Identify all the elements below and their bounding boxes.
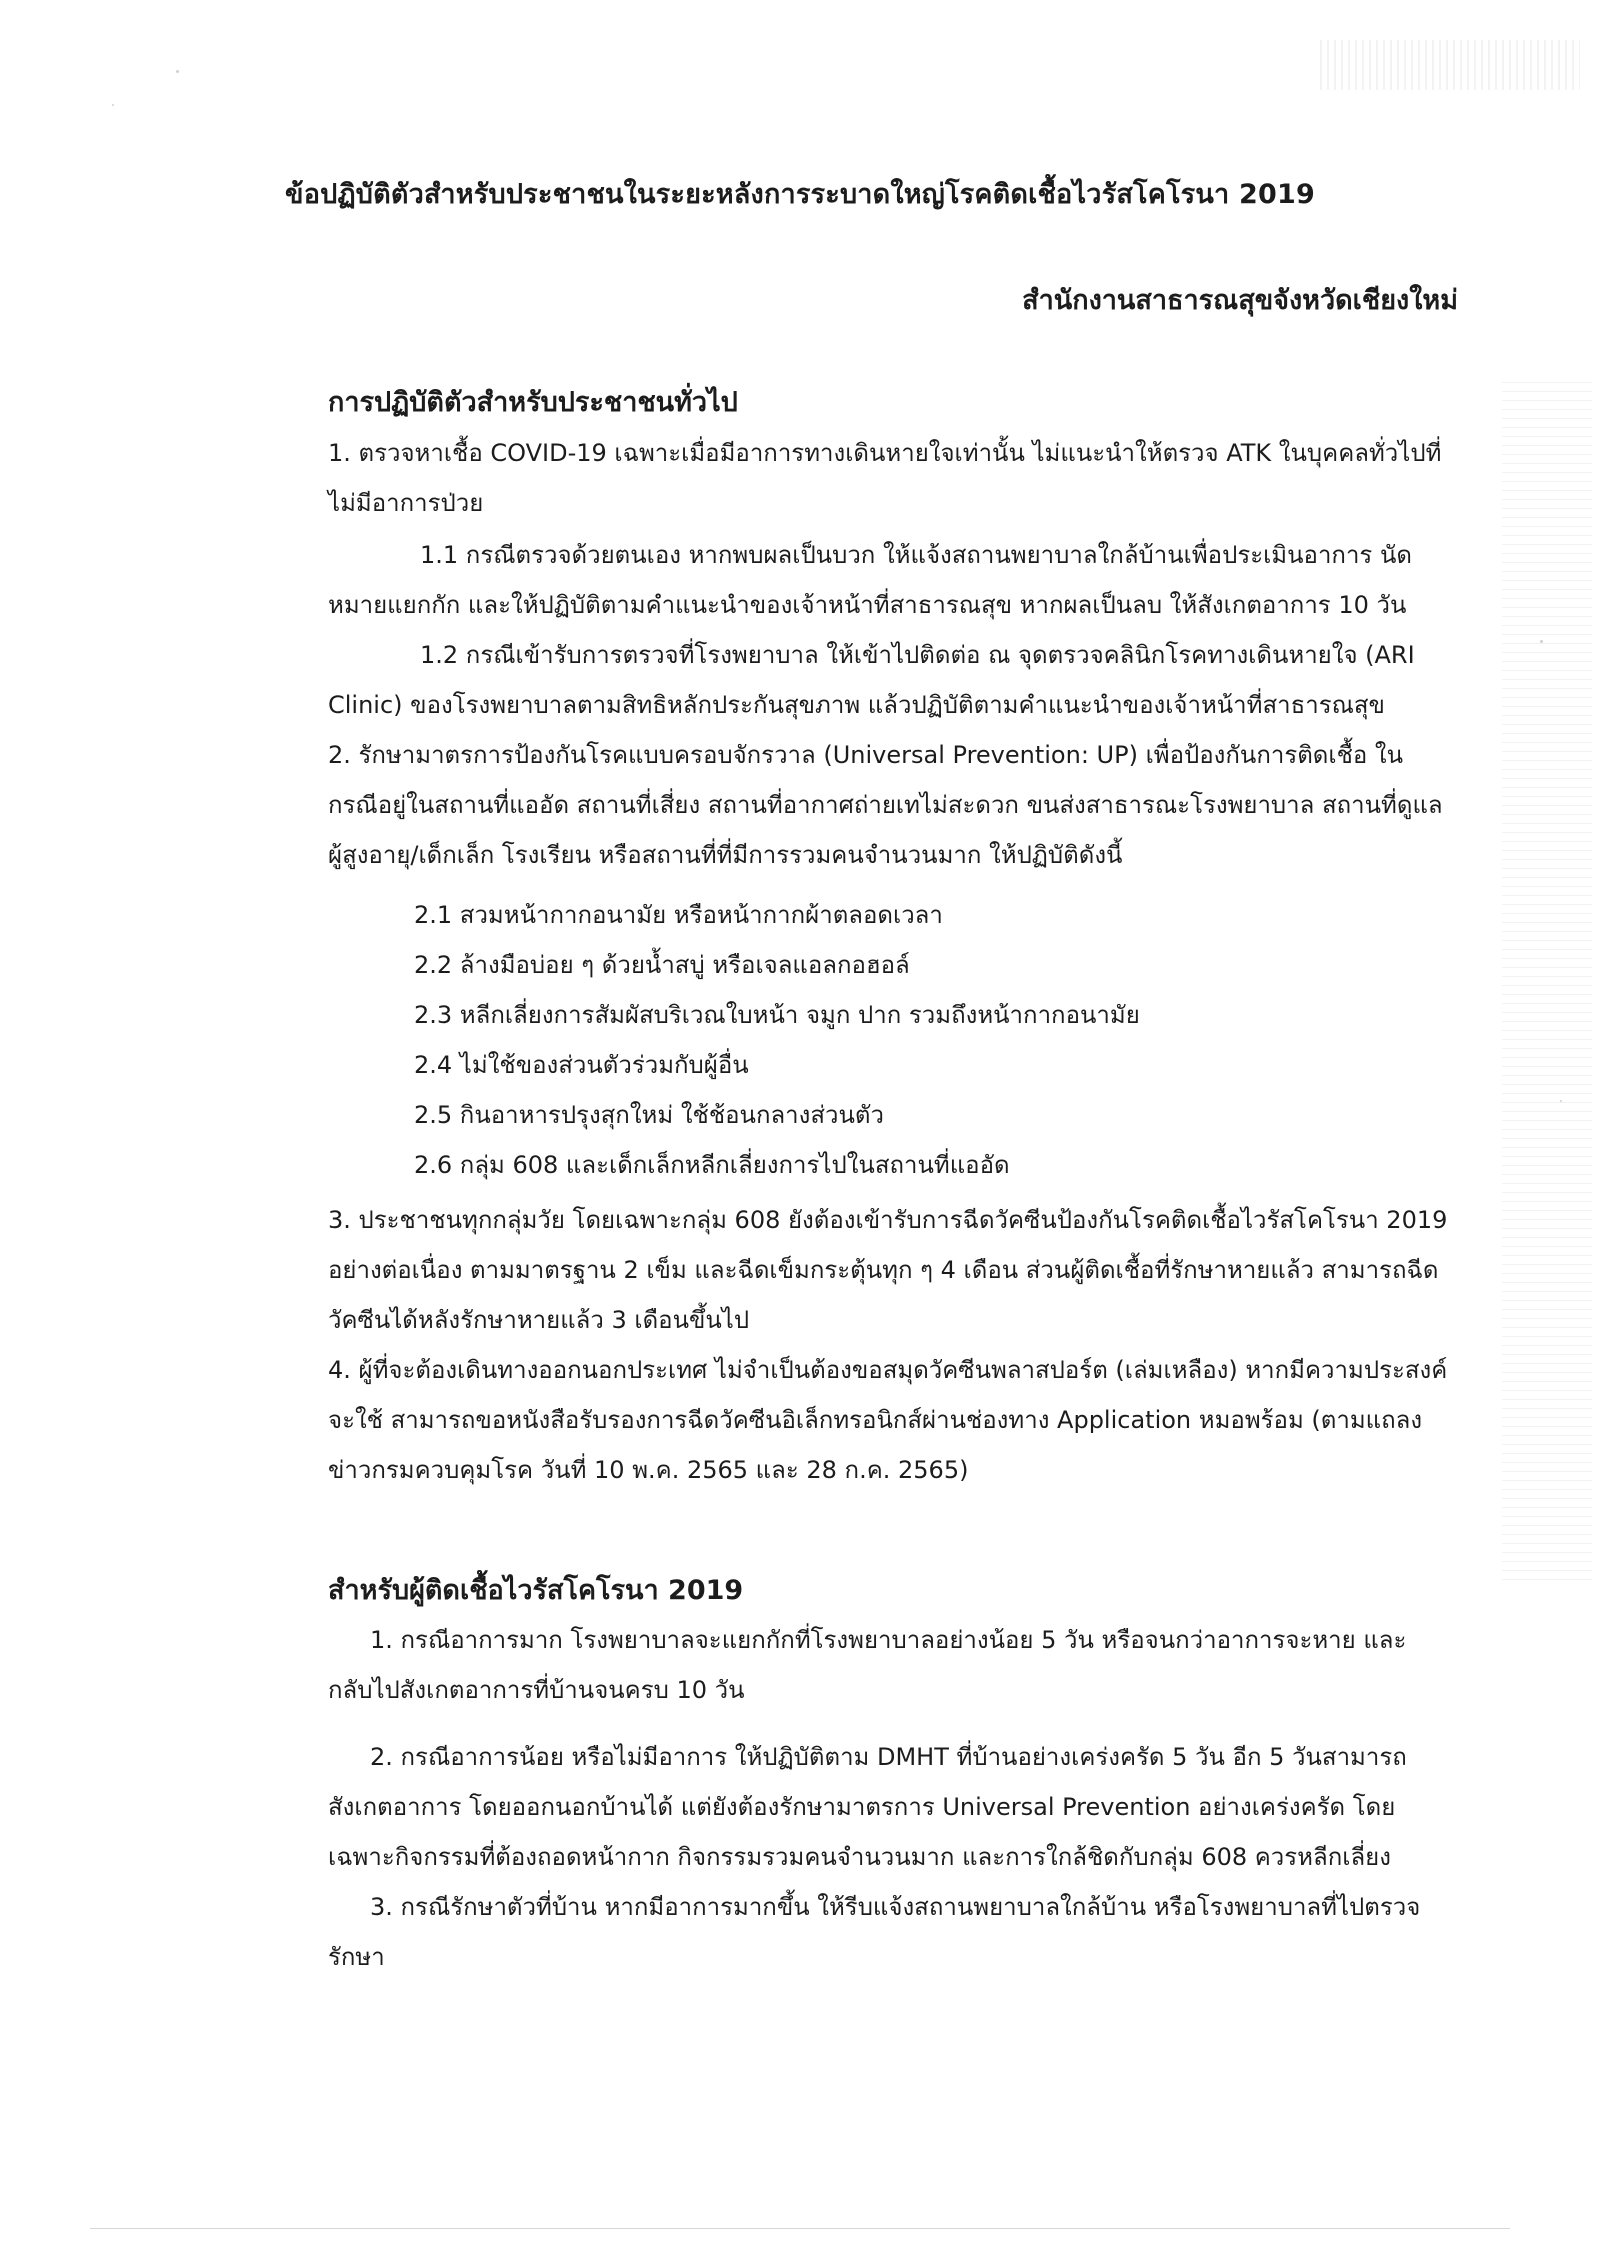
general-item-1: 1. ตรวจหาเชื้อ COVID-19 เฉพาะเมื่อมีอาการทางเดินหายใจเท่านั้น ไม่แนะนำให้ตรวจ ATK ในบุคคลทั่วไปที่ไม่มีอาการป่วย: [328, 439, 1442, 517]
general-item-2-3: 2.3 หลีกเลี่ยงการสัมผัสบริเวณใบหน้า จมูก ปาก รวมถึงหน้ากากอนามัย: [414, 1001, 1140, 1029]
general-item-1-1: 1.1 กรณีตรวจด้วยตนเอง หากพบผลเป็นบวก ให้แจ้งสถานพยาบาลใกล้บ้านเพื่อประเมินอาการ นัดหมายแยกกัก และให้ปฏิบัติตามคำแนะนำของเจ้าหน้าที่สาธารณสุข หากผลเป็นลบ ให้สังเกตอาการ 10 วัน: [328, 541, 1412, 619]
scan-speck: [176, 70, 179, 73]
general-item-2-6: 2.6 กลุ่ม 608 และเด็กเล็กหลีกเลี่ยงการไปในสถานที่แออัด: [414, 1151, 1010, 1179]
general-item-2-1: 2.1 สวมหน้ากากอนามัย หรือหน้ากากผ้าตลอดเวลา: [414, 901, 943, 929]
general-item-2: 2. รักษามาตรการป้องกันโรคแบบครอบจักรวาล (Universal Prevention: UP) เพื่อป้องกันการติดเชื้อ ในกรณีอยู่ในสถานที่แออัด สถานที่เสี่ยง สถานที่อากาศถ่ายเทไม่สะดวก ขนส่งสาธารณะโรงพยาบาล สถานที่ดูแลผู้สูงอายุ/เด็กเล็ก โรงเรียน หรือสถานที่ที่มีการรวมคนจำนวนมาก ให้ปฏิบัติดังนี้: [328, 741, 1443, 869]
general-item-2-5: 2.5 กินอาหารปรุงสุกใหม่ ใช้ช้อนกลางส่วนตัว: [414, 1101, 884, 1129]
scan-noise: [1320, 40, 1580, 90]
issuer-name: สำนักงานสาธารณสุขจังหวัดเชียงใหม่: [1022, 285, 1458, 316]
general-item-3: 3. ประชาชนทุกกลุ่มวัย โดยเฉพาะกลุ่ม 608 ยังต้องเข้ารับการฉีดวัคซีนป้องกันโรคติดเชื้อไวรัสโคโรนา 2019 อย่างต่อเนื่อง ตามมาตรฐาน 2 เข็ม และฉีดเข็มกระตุ้นทุก ๆ 4 เดือน ส่วนผู้ติดเชื้อที่รักษาหายแล้ว สามารถฉีดวัคซีนได้หลังรักษาหายแล้ว 3 เดือนขึ้นไป: [328, 1206, 1448, 1334]
infected-item-2: 2. กรณีอาการน้อย หรือไม่มีอาการ ให้ปฏิบัติตาม DMHT ที่บ้านอย่างเคร่งครัด 5 วัน อีก 5 วันสามารถสังเกตอาการ โดยออกนอกบ้านได้ แต่ยังต้องรักษามาตรการ Universal Prevention อย่างเคร่งครัด โดยเฉพาะกิจกรรมที่ต้องถอดหน้ากาก กิจกรรมรวมคนจำนวนมาก และการใกล้ชิดกับกลุ่ม 608 ควรหลีกเลี่ยง: [328, 1743, 1407, 1871]
scan-speck: [1560, 1100, 1562, 1102]
scan-edge-noise: [1502, 380, 1592, 1580]
scan-speck: [1540, 640, 1543, 643]
scan-speck: [112, 104, 114, 106]
infected-item-1: 1. กรณีอาการมาก โรงพยาบาลจะแยกกักที่โรงพยาบาลอย่างน้อย 5 วัน หรือจนกว่าอาการจะหาย และกลับไปสังเกตอาการที่บ้านจนครบ 10 วัน: [328, 1626, 1407, 1704]
general-item-2-4: 2.4 ไม่ใช้ของส่วนตัวร่วมกับผู้อื่น: [414, 1051, 749, 1079]
general-item-2-2: 2.2 ล้างมือบ่อย ๆ ด้วยน้ำสบู่ หรือเจลแอลกอฮอล์: [414, 951, 910, 979]
general-item-4: 4. ผู้ที่จะต้องเดินทางออกนอกประเทศ ไม่จำเป็นต้องขอสมุดวัคซีนพลาสปอร์ต (เล่มเหลือง) หากมีความประสงค์จะใช้ สามารถขอหนังสือรับรองการฉีดวัคซีนอิเล็กทรอนิกส์ผ่านช่องทาง Application หมอพร้อม (ตามแถลงข่าวกรมควบคุมโรค วันที่ 10 พ.ค. 2565 และ 28 ก.ค. 2565): [328, 1356, 1448, 1484]
document-title: ข้อปฏิบัติตัวสำหรับประชาชนในระยะหลังการระบาดใหญ่โรคติดเชื้อไวรัสโคโรนา 2019: [285, 179, 1315, 210]
infected-heading: สำหรับผู้ติดเชื้อไวรัสโคโรนา 2019: [328, 1575, 744, 1606]
scan-bottom-line: [90, 2228, 1510, 2229]
infected-item-3: 3. กรณีรักษาตัวที่บ้าน หากมีอาการมากขึ้น ให้รีบแจ้งสถานพยาบาลใกล้บ้าน หรือโรงพยาบาลที่ไปตรวจรักษา: [328, 1893, 1421, 1971]
general-heading: การปฏิบัติตัวสำหรับประชาชนทั่วไป: [328, 387, 738, 418]
general-item-1-2: 1.2 กรณีเข้ารับการตรวจที่โรงพยาบาล ให้เข้าไปติดต่อ ณ จุดตรวจคลินิกโรคทางเดินหายใจ (ARI Clinic) ของโรงพยาบาลตามสิทธิหลักประกันสุขภาพ แล้วปฏิบัติตามคำแนะนำของเจ้าหน้าที่สาธารณสุข: [328, 641, 1415, 719]
